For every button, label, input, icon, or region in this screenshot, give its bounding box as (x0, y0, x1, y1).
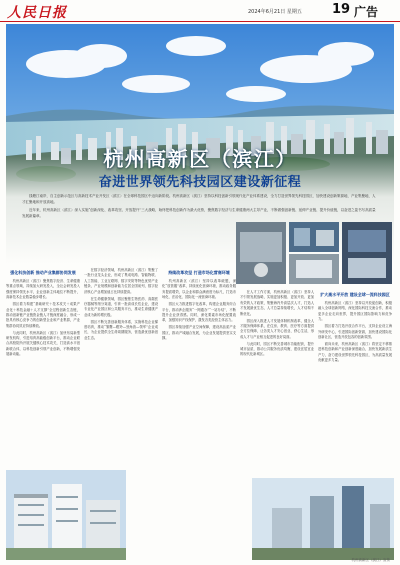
column-paragraph: 园区着力打造开放合作平台，支持企业设立海外研发中心，引进国际创新资源，加快建设国际化创新社区，营造开放包容的创新氛围。 (318, 324, 392, 339)
column-paragraph: 在生命健康领域，园区聚焦生物医药、高端医疗器械等细分赛道，引育一批高成长性企业，建设专业化产业园区和公共服务平台，推动生命健康产业成为新的增长极。 (84, 296, 158, 317)
article-column-2 (84, 268, 158, 343)
building-photo (6, 470, 126, 560)
article-column-5 (318, 290, 392, 365)
newspaper-logo: 人民日报 (7, 5, 67, 21)
article-column-4 (240, 290, 314, 359)
column-paragraph: 园区持续加强产业空间保障，建设高品质产业园区，推动产城融合发展，为企业发展提供坚实支撑。 (162, 325, 236, 341)
column-heading: 扩大高水平开放 建设全球一流科技园区 (320, 292, 390, 297)
column-paragraph: 杭州高新区（滨江）坚持以开放促创新，积极融入全球创新网络，深化国际科技交流合作，推动更多企业走向世界，提升园区国际影响力和竞争力。 (318, 301, 392, 322)
headline-subtitle: 奋进世界领先科技园区建设新征程 (98, 175, 302, 190)
column-paragraph: 与此同时，杭州高新区（滨江）加快布局新型研发机构，引进培育高能级创新平台，推动企业联合高校院所开展关键核心技术攻关，打造高水平创新联合体，以科技创新引领产业创新，不断增强发展新动能。 (6, 330, 80, 357)
article-column-3 (162, 268, 236, 343)
column-paragraph: 杭州高新区（滨江）坚持以改革破题，深化“放管服”改革，持续优化营商环境，推动政务服务提质增效，以企业和群众满意度为标尺，打造市场化、法治化、国际化一流营商环境。 (162, 279, 236, 300)
intro-paragraph: 近年来，杭州高新区（滨江）深入实施“创新深化、改革攻坚、开放提升”三大战略，始终把科技创新作为最大优势，聚焦数字经济与生命健康两大主导产业，不断做强创新链、延伸产业链、提升价值链，以奋进之姿书写高质量发展新篇章。 (22, 208, 376, 218)
intro-text (22, 193, 378, 221)
tower-photo (252, 478, 394, 560)
section-label: 广告 (354, 5, 379, 19)
lab-photos (236, 222, 392, 284)
page-number: 19 (332, 2, 351, 17)
column-paragraph: 与此同时，园区不断完善城市功能配套，提升城市品质，推动公共服务优质均衡，建设宜居宜业的现代化新城区。 (240, 341, 314, 357)
column-paragraph: 园区着力构建“基础研究＋技术攻关＋成果产业化＋科技金融＋人才支撑”全过程创新生态链，推动创新链产业链资金链人才链深度融合，形成一批具有核心竞争力的创新型企业和产业集群，产业集群协同效应持续释放。 (6, 302, 80, 328)
advertiser-credit: 杭州高新区（滨江）宣传 (351, 558, 390, 562)
dateline: 2024年6月21日 星期五 (248, 9, 302, 15)
column-paragraph: 面向未来，杭州高新区（滨江）将坚定不移推进科技创新和产业创新深度融合，加快发展新质生产力，奋力建设世界领先科技园区，为高质量发展贡献更多力量。 (318, 341, 392, 363)
column-heading: 强化科技创新 推动产业集群协同发展 (10, 270, 76, 275)
intro-paragraph: 钱塘江南岸，自主创新示范区与高新技术产业开发区（滨江）在全球科技园区中迈向新阶段。杭州高新区（滨江）坚持以科技创新引领现代化产业体系建设，全力打造世界领先科技园区，加快建设创新策源地、产业集聚地、人才汇聚地和开放高地。 (22, 194, 376, 204)
column-paragraph: 园区不断完善创新服务体系，实施科技企业梯度培育，推动“雏鹰—瞪羚—独角兽—领军”企业成长，为企业提供全生命周期服务，营造最优创新创业生态。 (84, 319, 158, 340)
article-column-1 (6, 268, 80, 359)
column-heading: 持续改革攻坚 打造市场化营商环境 (168, 270, 230, 275)
column-paragraph: 在人才工作方面，杭州高新区（滨江）坚持人才引领发展战略，实施更加积极、更加开放、更加有效的人才政策，集聚海内外高层次人才，打造人才发展最优生态，人才总量持续增长，人才结构不断优化。 (240, 290, 314, 316)
column-paragraph: 杭州高新区（滨江）聚焦数字经济、生命健康等重点领域，持续加大研发投入，全社会研发投入强度保持领先水平，企业创新主体地位不断提升，高新技术企业数量稳步增长。 (6, 279, 80, 300)
column-paragraph: 园区大力推进数字化改革，构建企业服务综合平台，推动涉企服务“一网通办”“一站办结”，不断提升企业获得感。同时，深化要素市场化配置改革，加强知识产权保护，激发各类经营主体活力。 (162, 302, 236, 323)
column-paragraph: 在数字经济领域，杭州高新区（滨江）集聚了一批行业龙头企业，形成了集成电路、智能物联、人工智能、工业互联网、数字安防等特色优势产业链条，产业规模和创新能力位居全国前列，数字经济核心产业增加值占比持续提高。 (84, 268, 158, 294)
headline-title: 杭州高新区（滨江） (103, 147, 297, 171)
column-paragraph: 园区深入推进人才发展体制机制改革，健全人才服务保障体系，在住房、教育、医疗等方面提供全方位保障，让各类人才安心创业、舒心生活，形成人才与产业相互促进的良好局面。 (240, 318, 314, 339)
masthead (0, 0, 400, 22)
